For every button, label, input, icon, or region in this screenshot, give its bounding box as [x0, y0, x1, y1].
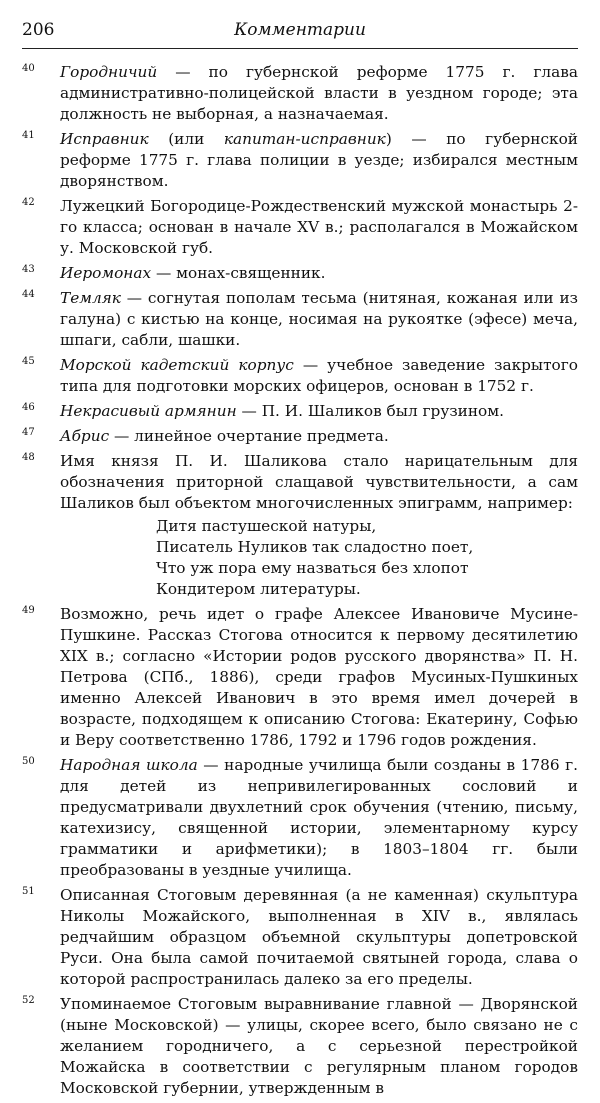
note-48 — [22, 451, 578, 600]
note-term: Исправник — [60, 130, 149, 148]
page-number: 206 — [22, 20, 55, 40]
note-49 — [22, 604, 578, 751]
note-text: — по губернской реформе 1775 г. глава административно-полицейской власти в уездном городе; эта должность не выборная, а назначаемая. — [60, 63, 578, 123]
note-52 — [22, 994, 578, 1099]
note-47 — [22, 426, 578, 447]
note-text-connector: (или — [148, 130, 224, 148]
commentary-notes — [22, 62, 578, 1103]
note-text: — линейное очертание предмета. — [109, 427, 389, 445]
note-number: 46 — [22, 402, 35, 413]
note-50 — [22, 755, 578, 881]
note-text: — народные училища были созданы в 1786 г. для детей из непривилегированных сословий и предусматривали двухлетний срок обучения (чтению, письму, катехизису, священной истории, элементарному курсу грамматики и арифметики); в 1803–1804 гг. были преобразованы в уездные училища. — [60, 756, 578, 879]
running-title: Комментарии — [234, 20, 366, 40]
note-number: 45 — [22, 356, 35, 367]
note-term: Темляк — [60, 289, 121, 307]
note-term: Городничий — [60, 63, 158, 81]
note-number: 44 — [22, 289, 35, 300]
note-text: Возможно, речь идет о графе Алексее Ивановиче Мусине-Пушкине. Рассказ Стогова относится к первому десятилетию XIX в.; согласно «Истории родов русского дворянства» П. Н. Петрова (СПб., 1886), среди графов Мусиных-Пушкиных именно Алексей Иванович в это время имел дочерей в возрасте, подходящем к описанию Стогова: Екатерину, Софью и Веру соответственно 1786, 1792 и 1796 годов рождения. — [60, 605, 578, 749]
note-number: 43 — [22, 264, 35, 275]
note-40 — [22, 62, 578, 125]
note-text: — П. И. Шаликов был грузином. — [236, 402, 505, 420]
note-text: ) — по губернской реформе 1775 г. глава полиции в уезде; избирался местным дворянством. — [60, 130, 578, 190]
note-number: 50 — [22, 756, 35, 767]
note-number: 41 — [22, 130, 35, 141]
note-term: Морской кадетский корпус — [60, 356, 294, 374]
note-text: Лужецкий Богородице-Рождественский мужской монастырь 2-го класса; основан в начале XV в.; располагался в Можайском у. Московской губ. — [60, 197, 578, 257]
page-header — [22, 18, 578, 49]
note-number: 49 — [22, 605, 35, 616]
note-number: 42 — [22, 197, 35, 208]
note-term: Абрис — [60, 427, 110, 445]
note-text: — монах-священник. — [151, 264, 326, 282]
note-text: — согнутая пополам тесьма (нитяная, кожаная или из галуна) с кистью на конце, носимая на рукоятке (эфесе) меча, шпаги, сабли, шашки. — [60, 289, 578, 349]
note-number: 51 — [22, 886, 35, 897]
note-number: 52 — [22, 995, 35, 1006]
note-41 — [22, 129, 578, 192]
note-text: Упоминаемое Стоговым выравнивание главной — Дворянской (ныне Московской) — улицы, скорее всего, было связано не с желанием городничего, а с серьезной перестройкой Можайска в соответствии с регулярным планом городов Московской губернии, утвержденным в — [60, 995, 578, 1097]
note-number: 40 — [22, 63, 35, 74]
note-number: 48 — [22, 452, 35, 463]
note-text: Имя князя П. И. Шаликова стало нарицательным для обозначения приторной слащавой чувствительности, а сам Шаликов был объектом многочисленных эпиграмм, например: — [60, 452, 578, 512]
note-46 — [22, 401, 578, 422]
note-44 — [22, 288, 578, 351]
note-43 — [22, 263, 578, 284]
note-45 — [22, 355, 578, 397]
poem-line: Писатель Нуликов так сладостно поет, — [156, 538, 474, 556]
note-text: Описанная Стоговым деревянная (а не каменная) скульптура Николы Можайского, выполненная в XIV в., являлась редчайшим образцом объемной скульптуры допетровской Руси. Она была самой почитаемой святыней города, слава о которой распространилась далеко за его пределы. — [60, 886, 578, 988]
poem-line: Что уж пора ему назваться без хлопот — [156, 559, 469, 577]
note-number: 47 — [22, 427, 35, 438]
epigram-poem — [156, 516, 578, 600]
note-term: Народная школа — [60, 756, 198, 774]
poem-line: Кондитером литературы. — [156, 580, 361, 598]
note-term-alt: капитан-исправник — [223, 130, 386, 148]
note-text: — учебное заведение закрытого типа для подготовки морских офицеров, основан в 1752 г. — [60, 356, 578, 395]
note-term: Иеромонах — [60, 264, 152, 282]
note-51 — [22, 885, 578, 990]
note-42 — [22, 196, 578, 259]
poem-line: Дитя пастушеской натуры, — [156, 517, 377, 535]
note-term: Некрасивый армянин — [60, 402, 237, 420]
